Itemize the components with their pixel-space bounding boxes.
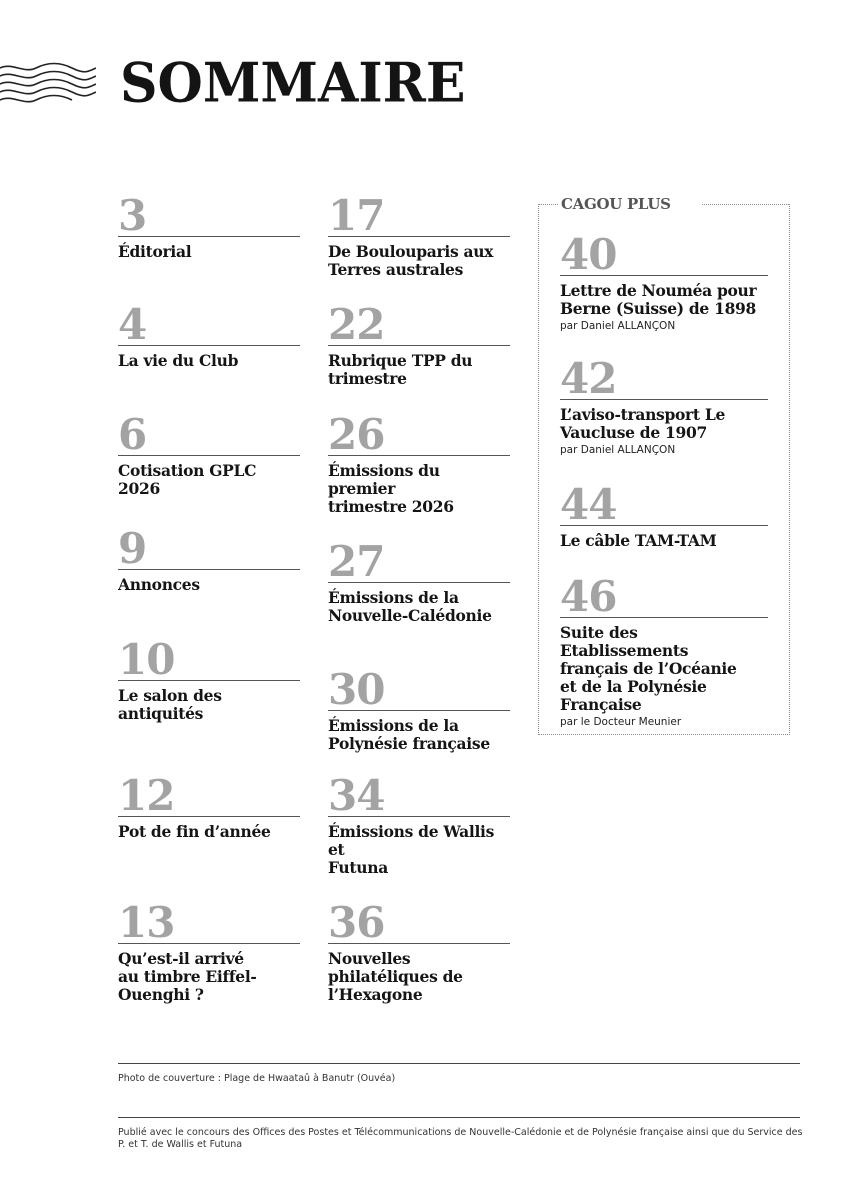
entry-title: Le salon des antiquités <box>118 686 222 723</box>
page-number: 34 <box>328 771 385 820</box>
page-number: 6 <box>118 410 147 459</box>
page-number: 44 <box>560 480 617 529</box>
toc-entry[interactable] <box>118 410 300 498</box>
entry-title: Émissions de Wallis et Futuna <box>328 822 495 877</box>
toc-entry[interactable] <box>118 191 300 261</box>
page-title: SOMMAIRE <box>120 50 466 116</box>
page-number: 3 <box>118 191 147 240</box>
entry-author: par Daniel ALLANÇON <box>560 444 676 456</box>
entry-title: De Boulouparis aux Terres australes <box>328 242 494 279</box>
footer-divider <box>118 1117 800 1118</box>
header <box>0 50 848 116</box>
page-number: 17 <box>328 191 385 240</box>
page-number: 27 <box>328 537 385 586</box>
toc-entry[interactable] <box>328 898 510 1004</box>
publication-credit: Publié avec le concours des Offices des Postes et Télécommunications de Nouvelle-Calédonie et de Polynésie française ainsi que du Service des P. et T. de Wallis et Futuna <box>118 1127 803 1150</box>
toc-entry[interactable] <box>560 354 768 457</box>
toc-entry[interactable] <box>118 300 300 370</box>
page-number: 10 <box>118 635 175 684</box>
toc-entry[interactable] <box>328 771 510 877</box>
entry-title: Émissions de la Nouvelle-Calédonie <box>328 588 492 625</box>
entry-title: Nouvelles philatéliques de l’Hexagone <box>328 949 463 1004</box>
toc-entry[interactable] <box>328 665 510 753</box>
toc-entry[interactable] <box>328 191 510 279</box>
page-number: 9 <box>118 524 147 573</box>
entry-title: Rubrique TPP du trimestre <box>328 351 473 388</box>
toc-entry[interactable] <box>118 771 300 841</box>
toc-entry[interactable] <box>328 410 510 516</box>
entry-title: Éditorial <box>118 242 192 261</box>
entry-title: Annonces <box>118 575 200 594</box>
entry-title: Pot de fin d’année <box>118 822 271 841</box>
toc-entry[interactable] <box>118 524 300 594</box>
entry-title: La vie du Club <box>118 351 239 370</box>
entry-title: Émissions de la Polynésie française <box>328 716 490 753</box>
cagou-plus-box <box>538 204 790 735</box>
toc-entry[interactable] <box>560 480 768 550</box>
page-number: 12 <box>118 771 175 820</box>
toc-entry[interactable] <box>560 572 768 729</box>
toc-entry[interactable] <box>118 898 300 1004</box>
toc-entry[interactable] <box>560 230 768 333</box>
entry-author: par Daniel ALLANÇON <box>560 320 676 332</box>
page-number: 36 <box>328 898 385 947</box>
page-number: 40 <box>560 230 617 279</box>
entry-title: Lettre de Nouméa pour Berne (Suisse) de 1898 <box>560 281 757 318</box>
postmark-waves-icon <box>0 62 96 104</box>
toc-entry[interactable] <box>328 300 510 388</box>
footer-divider <box>118 1063 800 1064</box>
page-number: 42 <box>560 354 617 403</box>
entry-title: Cotisation GPLC 2026 <box>118 461 257 498</box>
page-number: 30 <box>328 665 385 714</box>
toc-entry[interactable] <box>118 635 300 723</box>
page-number: 4 <box>118 300 147 349</box>
entry-title: Le câble TAM-TAM <box>560 531 717 550</box>
cover-photo-credit: Photo de couverture : Plage de Hwaataû à Banutr (Ouvéa) <box>118 1073 396 1084</box>
entry-author: par le Docteur Meunier <box>560 716 682 728</box>
toc-entry[interactable] <box>328 537 510 625</box>
page-number: 26 <box>328 410 385 459</box>
entry-title: Suite des Etablissements français de l’Océanie et de la Polynésie Française <box>560 623 737 714</box>
page-number: 13 <box>118 898 175 947</box>
cagou-plus-label: CAGOU PLUS <box>561 195 671 213</box>
entry-title: Émissions du premier trimestre 2026 <box>328 461 454 516</box>
entry-title: L’aviso-transport Le Vaucluse de 1907 <box>560 405 726 442</box>
page-number: 22 <box>328 300 385 349</box>
page-number: 46 <box>560 572 617 621</box>
entry-title: Qu’est-il arrivé au timbre Eiffel- Ouenghi ? <box>118 949 257 1004</box>
